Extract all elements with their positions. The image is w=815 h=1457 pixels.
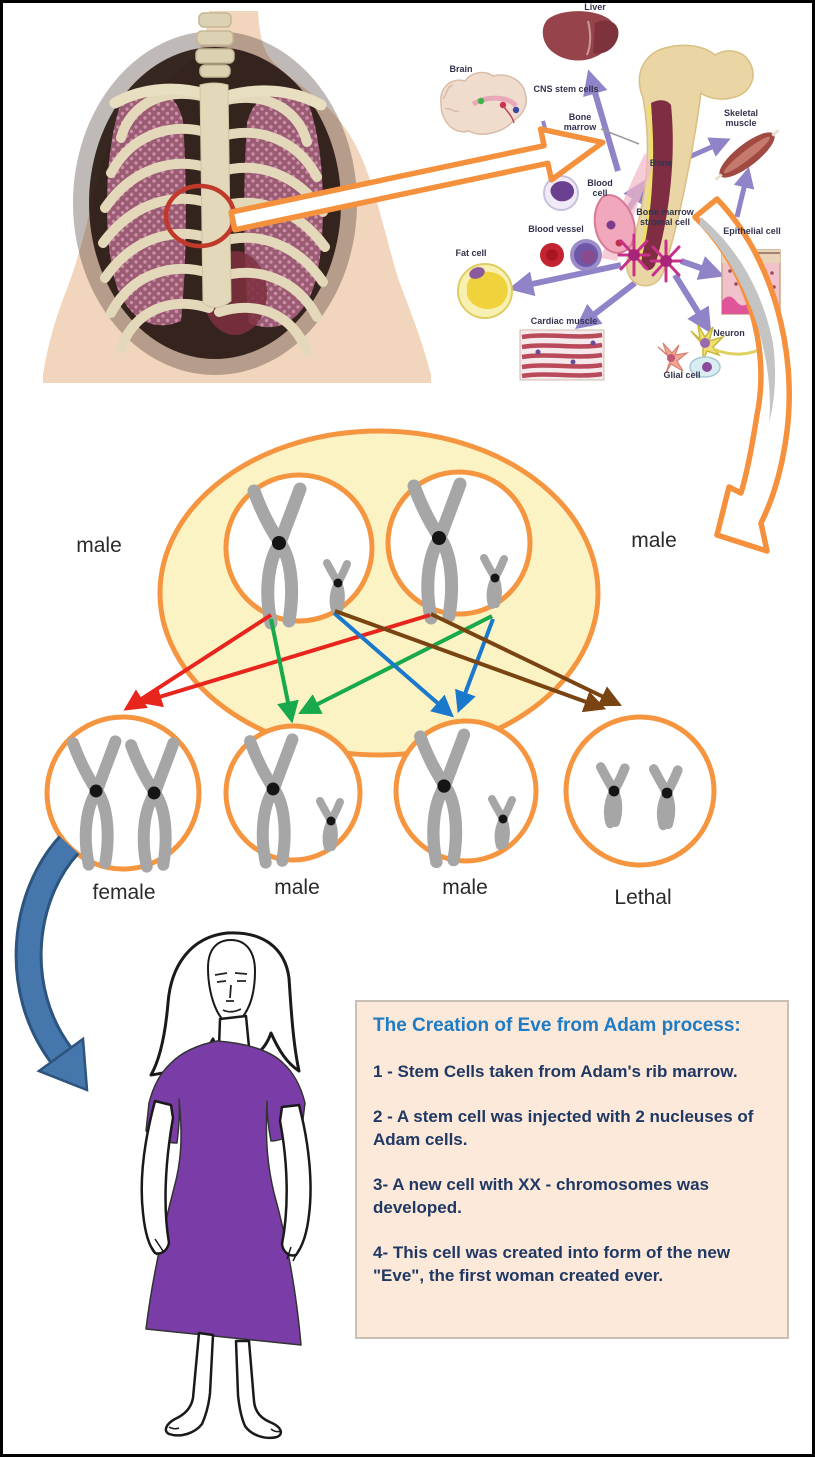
label-parent-male-right: male <box>631 529 677 552</box>
label-cardiac-muscle: Cardiac muscle <box>530 316 598 326</box>
label-offspring-male-2: male <box>442 876 488 899</box>
fat-cell-illustration <box>458 264 512 318</box>
caption-step-2: 2 - A stem cell was injected with 2 nucleuses of Adam cells. <box>373 1107 754 1149</box>
caption-title: The Creation of Eve from Adam process: <box>373 1015 741 1036</box>
label-parent-male-left: male <box>76 534 122 557</box>
caption-box <box>355 1000 789 1339</box>
label-offspring-male-1: male <box>274 876 320 899</box>
offspring-cell-lethal <box>566 717 714 865</box>
liver-illustration <box>543 11 619 60</box>
label-bone: Bone <box>649 158 673 168</box>
cardiac-muscle-illustration <box>520 330 604 380</box>
label-blood-vessel: Blood vessel <box>528 224 584 234</box>
label-offspring-female: female <box>92 881 156 904</box>
label-bone-marrow: Bone marrow <box>563 112 597 132</box>
label-neuron: Neuron <box>713 328 745 338</box>
caption-step-1: 1 - Stem Cells taken from Adam's rib marrow. <box>373 1062 738 1081</box>
caption-step-3: 3- A new cell with XX - chromosomes was developed. <box>373 1175 709 1217</box>
label-liver: Liver <box>584 2 606 12</box>
label-offspring-lethal: Lethal <box>614 886 672 909</box>
brain-illustration <box>441 73 526 135</box>
label-glial-cell: Glial cell <box>663 370 701 380</box>
label-cns-stem-cells: CNS stem cells <box>533 84 599 94</box>
female-to-eve-arrow <box>29 845 87 1090</box>
label-blood-cell: Blood cell <box>587 178 613 198</box>
label-skeletal-muscle: Skeletal muscle <box>723 108 759 128</box>
parent-cell <box>160 431 598 755</box>
label-brain: Brain <box>449 64 473 74</box>
label-bone-marrow-stromal-cell: Bone marrow stromal cell <box>636 207 694 227</box>
label-fat-cell: Fat cell <box>455 248 487 258</box>
caption-step-4: 4- This cell was created into form of the new "Eve", the first woman created ever. <box>373 1243 731 1285</box>
label-epithelial-cell: Epithelial cell <box>723 226 781 236</box>
eve-figure <box>142 933 311 1438</box>
